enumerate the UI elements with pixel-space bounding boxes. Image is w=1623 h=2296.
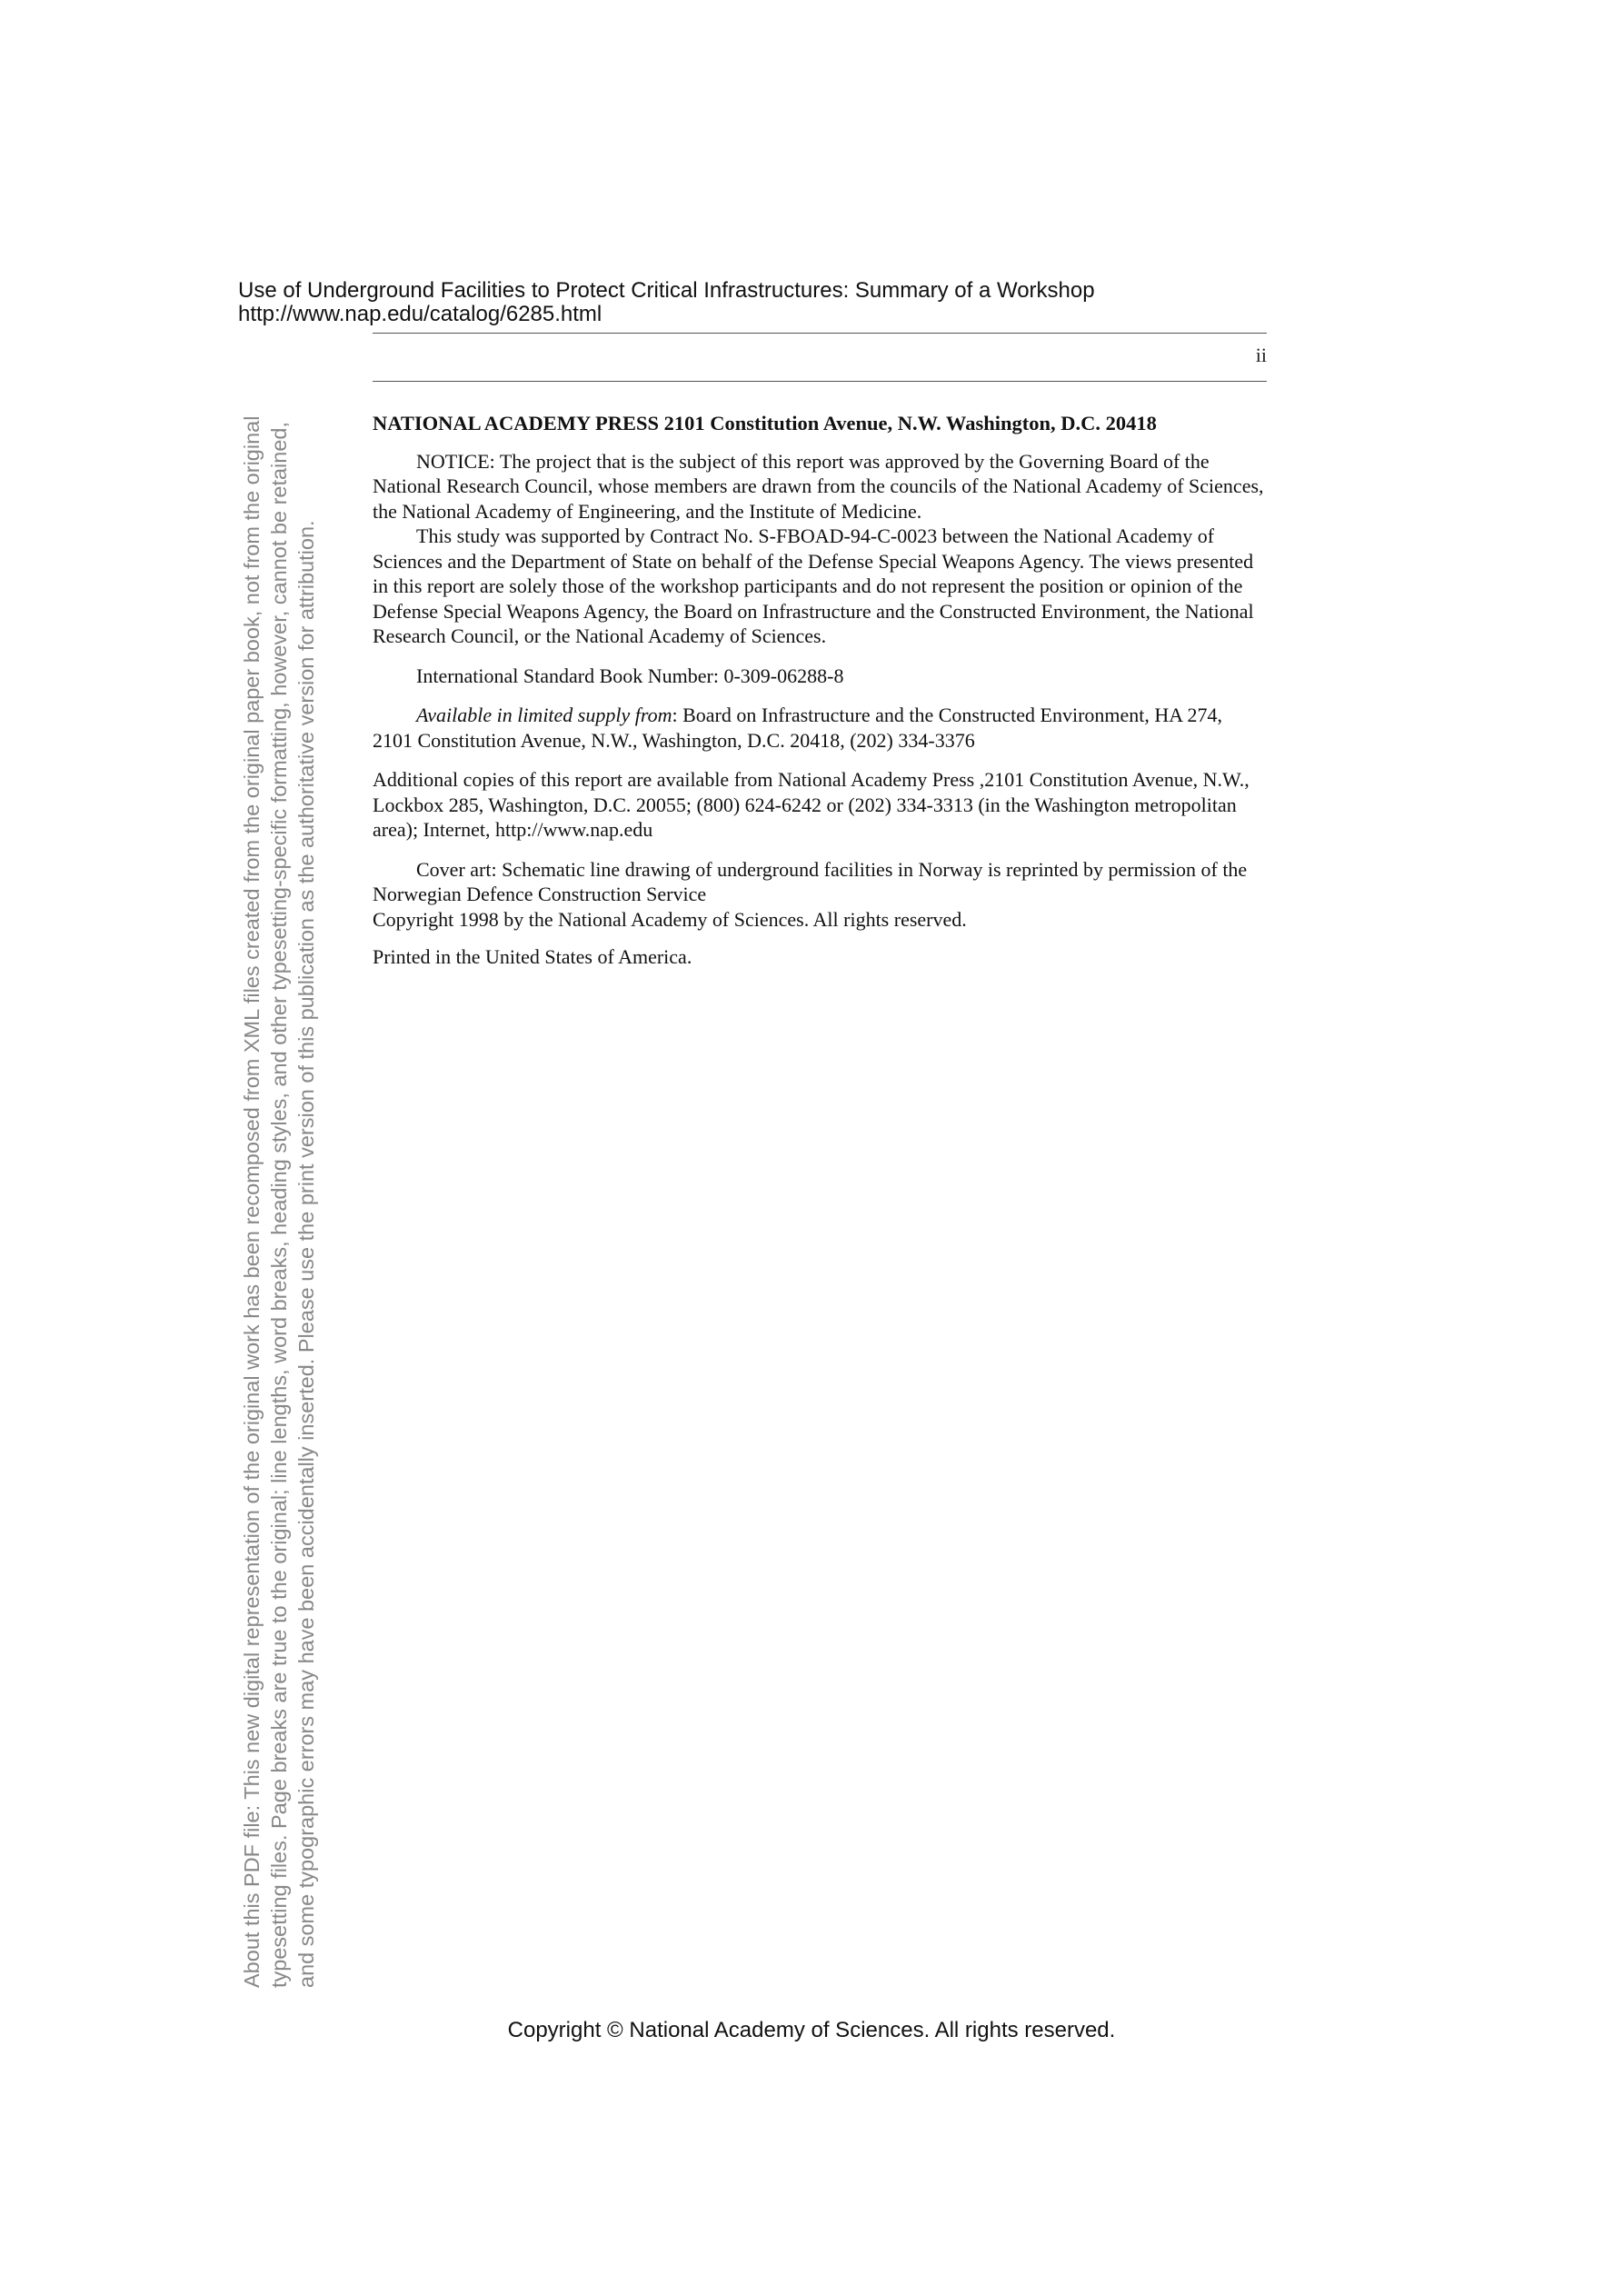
document-header [238, 279, 1265, 326]
nap-link[interactable]: http://www.nap.edu [494, 818, 653, 841]
press-address: NATIONAL ACADEMY PRESS 2101 Constitution Avenue, N.W. Washington, D.C. 20418 [373, 412, 1157, 434]
availability-label: Available in limited supply from [416, 704, 672, 726]
support-paragraph: This study was supported by Contract No. S-FBOAD-94-C-0023 between the National Academy of Sciences and the Department of State on behalf of the Defense Special Weapons Agency. The views presented in this report are solely those of the workshop participants and do not represent the position or opinion of the Defense Special Weapons Agency, the Board on Infrastructure and the Constructed Environment, the National Research Council, or the National Academy of Sciences. [373, 524, 1254, 647]
copyright-line: Copyright 1998 by the National Academy of Sciences. All rights reserved. [373, 907, 967, 931]
copyright-page-body [373, 411, 1267, 970]
header-url[interactable]: http://www.nap.edu/catalog/6285.html [238, 302, 602, 326]
notice-paragraph: NOTICE: The project that is the subject of this report was approved by the Governing Board of the National Research Council, whose members are drawn from the councils of the National Academy of Sciences, the National Academy of Engineering, and the Institute of Medicine. [373, 449, 1264, 523]
top-rule [373, 333, 1267, 334]
cover-art-paragraph: Cover art: Schematic line drawing of underground facilities in Norway is reprinted by permission of the Norwegian Defence Construction Service [373, 857, 1248, 905]
pdf-notice-line-2: typesetting files. Page breaks are true to the original; line lengths, word breaks, heading styles, and other typesetting-specific formatting, however, cannot be retained, [267, 421, 291, 1988]
page-number: ii [1255, 344, 1267, 366]
isbn-line: International Standard Book Number: 0-309-06288-8 [416, 664, 844, 687]
header-title: Use of Underground Facilities to Protect Critical Infrastructures: Summary of a Workshop [238, 278, 1095, 303]
page-number-rule [373, 381, 1267, 382]
availability-text: : Board on Infrastructure and the Constructed Environment, HA 274, 2101 Constitution Avenue, N.W., Washington, D.C. 20418, (202) 334-3376 [373, 704, 1222, 752]
printed-line: Printed in the United States of America. [373, 945, 692, 968]
pdf-notice-sidebar [238, 352, 320, 1988]
pdf-notice-line-1: About this PDF file: This new digital representation of the original work has been recomposed from XML files created from the original paper book, not from the original [240, 415, 264, 1988]
additional-copies-paragraph [373, 767, 1267, 843]
availability-paragraph [373, 703, 1267, 753]
additional-copies-text: Additional copies of this report are available from National Academy Press ,2101 Constitution Avenue, N.W., Lockbox 285, Washington, D.C. 20055; (800) 624-6242 or (202) 334-3313 (in the Washington metropolitan area); Internet, [373, 768, 1250, 841]
page-footer: Copyright © National Academy of Sciences. All rights reserved. [507, 2018, 1116, 2042]
pdf-notice-line-3: and some typographic errors may have been accidentally inserted. Please use the print version of this publication as the authoritative version for attribution. [294, 520, 318, 1988]
